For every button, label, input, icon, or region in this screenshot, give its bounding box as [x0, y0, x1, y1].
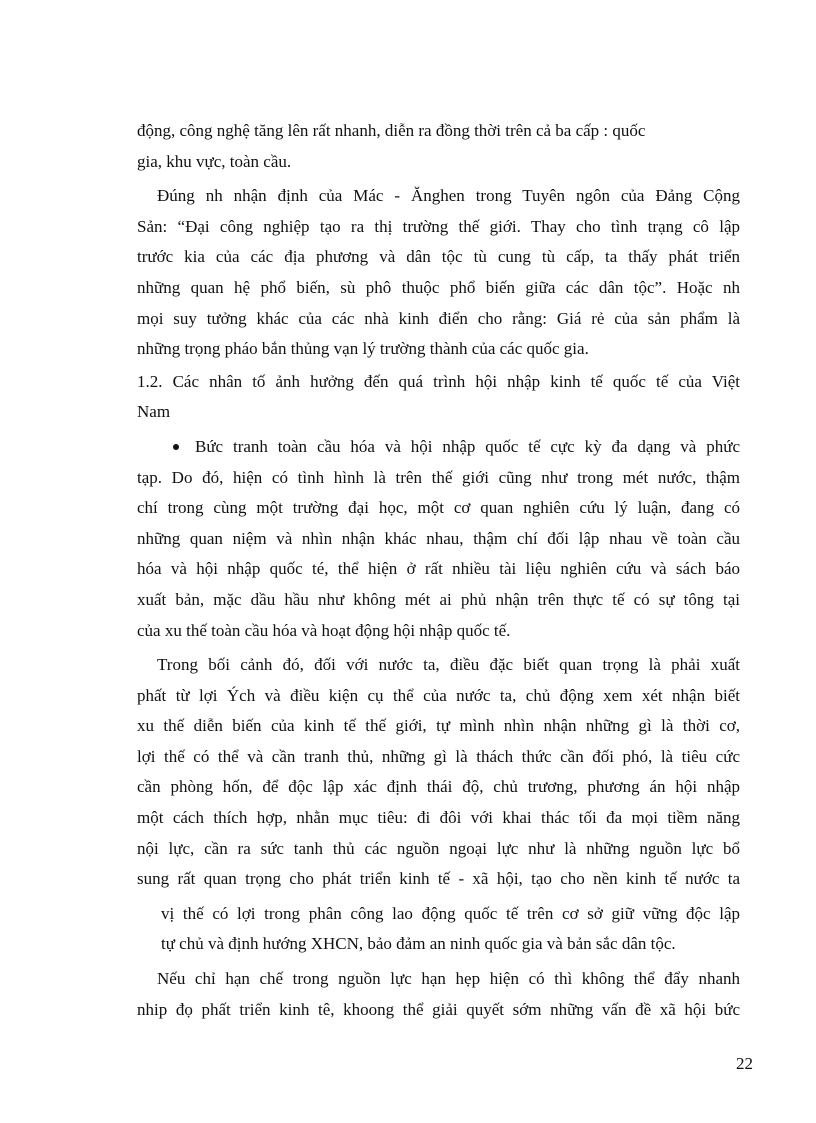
text-line: sung rất quan trọng cho phát triển kinh tế - xã hội, tạo cho nền kinh tế nước ta: [137, 869, 740, 889]
text-line: Sản: “Đại công nghiệp tạo ra thị trường thế giới. Thay cho tình trạng cô lập: [137, 216, 740, 236]
text-line: những quan hệ phổ biến, sù phô thuộc phổ biến giữa các dân tộc”. Hoặc nh: [137, 277, 740, 297]
bullet-paragraph: [137, 432, 740, 646]
text-line: xuất bản, mặc dầu hầu như không mét ai phủ nhận trên thực tế có sự tông tại: [137, 589, 740, 609]
text-line: Đúng nh nhận định của Mác - Ănghen trong Tuyên ngôn của Đảng Cộng: [157, 186, 740, 206]
paragraph-resources: [137, 964, 740, 1025]
paragraph-marx-engels: [137, 181, 740, 365]
text-line: tự chủ và định hướng XHCN, bảo đảm an ninh quốc gia và bản sắc dân tộc.: [161, 934, 676, 954]
text-line: mọi suy tưởng khác của các nhà kinh điển cho rằng: Giá rẻ của sản phẩm là: [137, 308, 740, 328]
text-line: chí trong cùng một trường đại học, một cơ quan nghiên cứu lý luận, đang có: [137, 498, 740, 518]
text-line: xu thế diễn biến của kinh tế thế giới, tự mình nhìn nhận những gì là thời cơ,: [137, 716, 740, 736]
text-line: những quan niệm và nhìn nhận khác nhau, thậm chí đối lập nhau về toàn cầu: [137, 528, 740, 548]
text-line: hóa và hội nhập quốc té, thể hiện ở rất nhiều tài liệu nghiên cứu và sách báo: [137, 559, 740, 579]
text-line: phất từ lợi Ých và điều kiện cụ thể của nước ta, chủ động xem xét nhận biết: [137, 685, 740, 705]
bullet-icon: [173, 444, 179, 450]
text-line: Trong bối cảnh đó, đối với nước ta, điều đặc biết quan trọng là phải xuất: [157, 655, 740, 675]
heading-line: Nam: [137, 402, 171, 422]
text-line: Nếu chỉ hạn chế trong nguồn lực hạn hẹp hiện có thì không thể đẩy nhanh: [157, 969, 740, 989]
text-line: một cách thích hợp, nhằn mục tiêu: đi đôi với khai thác tối đa mọi tiềm năng: [137, 808, 740, 828]
text-line: Bức tranh toàn cầu hóa và hội nhập quốc tế cực kỳ đa dạng và phức: [195, 436, 740, 456]
paragraph-continuation-indented: [137, 899, 740, 960]
paragraph-context: [137, 650, 740, 895]
text-line: của xu thế toàn cầu hóa và hoạt động hội nhập quốc tế.: [137, 620, 511, 640]
text-line: nhip đọ phất triển kinh tê, khoong thể giải quyết sớm những vấn đề xã hội bức: [137, 999, 740, 1019]
heading-line: 1.2. Các nhân tố ảnh hưởng đến quá trình hội nhập kinh tế quốc tế của Việt: [137, 371, 740, 391]
text-line: động, công nghệ tăng lên rất nhanh, diễn ra đồng thời trên cả ba cấp : quốc: [137, 121, 646, 140]
section-heading: [137, 367, 740, 428]
text-line: cần phòng hốn, để độc lập xác định thái độ, chủ trương, phương án hội nhập: [137, 777, 740, 797]
page-body: [137, 116, 740, 1027]
text-line: vị thế có lợi trong phân công lao động quốc tế trên cơ sở giữ vững độc lập: [161, 903, 740, 923]
text-line: tạp. Do đó, hiện có tình hình là trên thế giới cũng như trong mét nước, thậm: [137, 467, 740, 487]
text-line: những trọng pháo bắn thủng vạn lý trường thành của các quốc gia.: [137, 339, 589, 359]
paragraph-continuation: [137, 116, 740, 177]
text-line: gia, khu vực, toàn cầu.: [137, 151, 292, 171]
text-line: lợi thế có thể và cần tranh thủ, những gì là thách thức cần đối phó, là tiêu cức: [137, 746, 740, 766]
text-line: nội lực, cần ra sức tanh thủ các nguồn ngoại lực như là những nguồn lực bổ: [137, 838, 740, 858]
text-line: trước kia của các địa phương và dân tộc tù cung tù cấp, ta thấy phát triển: [137, 247, 740, 267]
page-number: 22: [736, 1054, 753, 1073]
